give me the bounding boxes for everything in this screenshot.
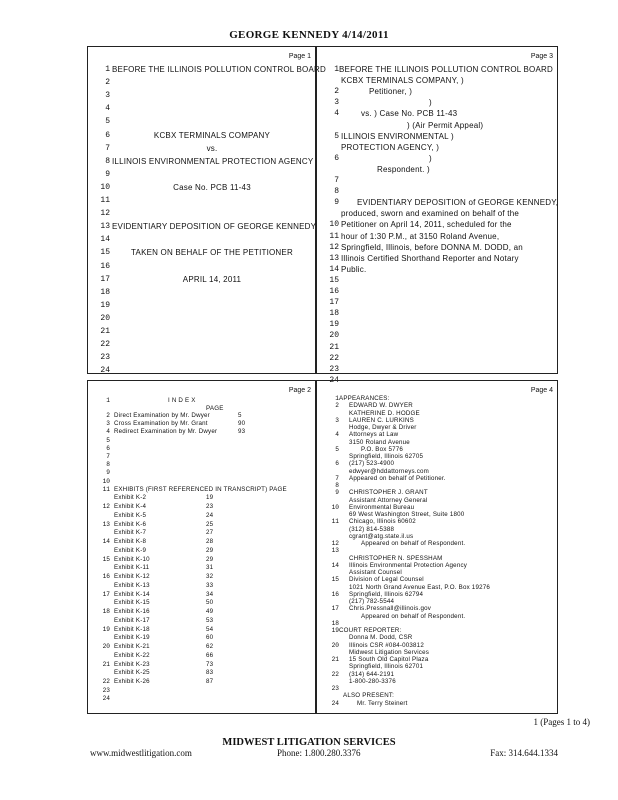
line-number: 1 bbox=[106, 397, 110, 404]
line-number: 3 bbox=[334, 98, 339, 108]
exhibit-page: 50 bbox=[206, 599, 214, 607]
transcript-line: CHRISTOPHER N. SPESSHAM bbox=[349, 554, 443, 562]
exhibits-header: EXHIBITS (FIRST REFERENCED IN TRANSCRIPT) PAGE bbox=[114, 485, 287, 493]
line-number: 22 bbox=[331, 670, 339, 678]
exhibit-entry: Exhibit K-12 bbox=[114, 573, 150, 581]
page-3-panel bbox=[316, 46, 559, 385]
page-1-label: Page 1 bbox=[288, 53, 311, 60]
transcript-line: (217) 523-4900 bbox=[349, 460, 395, 468]
line-number: 15 bbox=[331, 576, 339, 584]
examination-entry: Direct Examination by Mr. Dwyer bbox=[114, 412, 210, 419]
transcript-line: BEFORE THE ILLINOIS POLLUTION CONTROL BOARD bbox=[339, 65, 553, 74]
examination-entry: Redirect Examination by Mr. Dwyer bbox=[114, 428, 218, 436]
line-number: 5 bbox=[335, 445, 339, 453]
exhibit-entry: Exhibit K-18 bbox=[114, 625, 150, 633]
line-number: 4 bbox=[334, 109, 339, 119]
line-number: 11 bbox=[100, 196, 110, 205]
transcript-line: Environmental Bureau bbox=[349, 503, 415, 511]
exhibit-entry: Exhibit K-4 bbox=[114, 503, 147, 511]
page-2-label: Page 2 bbox=[288, 387, 311, 394]
line-number: 14 bbox=[100, 235, 110, 245]
transcript-line: produced, sworn and examined on behalf of the bbox=[341, 209, 520, 219]
transcript-line: (312) 814-5388 bbox=[349, 525, 395, 533]
transcript-line: cgrant@atg.state.il.us bbox=[349, 532, 414, 540]
transcript-line: TAKEN ON BEHALF OF THE PETITIONER bbox=[131, 248, 293, 258]
line-number: 24 bbox=[329, 375, 339, 385]
line-number: 17 bbox=[331, 605, 339, 613]
transcript-line: Springfield, Illinois, before DONNA M. DODD, an bbox=[341, 242, 523, 252]
transcript-line: 69 West Washington Street, Suite 1800 bbox=[349, 511, 465, 518]
transcript-line: vs. bbox=[206, 143, 218, 153]
line-number: 19 bbox=[100, 300, 110, 310]
transcript-line: Petitioner on April 14, 2011, scheduled for the bbox=[341, 220, 512, 230]
transcript-line: Petitioner, ) bbox=[369, 87, 413, 97]
line-number: 15 bbox=[102, 555, 110, 563]
line-number: 19 bbox=[102, 625, 110, 633]
exhibit-page: 87 bbox=[206, 678, 214, 686]
transcript-line: EVIDENTIARY DEPOSITION of GEORGE KENNEDY, bbox=[357, 198, 559, 208]
transcript-line: Springfield, Illinois 62794 bbox=[349, 590, 424, 598]
line-number: 14 bbox=[331, 561, 339, 569]
transcript-line: Attorneys at Law bbox=[349, 431, 399, 439]
exhibit-page: 23 bbox=[206, 503, 214, 511]
line-number: 17 bbox=[100, 274, 110, 284]
line-number: 12 bbox=[329, 242, 339, 252]
line-number: 22 bbox=[100, 340, 110, 350]
line-number: 22 bbox=[102, 678, 110, 686]
line-number: 21 bbox=[331, 656, 339, 663]
line-number: 23 bbox=[329, 364, 339, 374]
transcript-line: (217) 782-5544 bbox=[349, 598, 395, 605]
exhibit-entry: Exhibit K-25 bbox=[114, 669, 150, 677]
transcript-line: Case No. PCB 11-43 bbox=[173, 182, 251, 192]
page-2-panel bbox=[87, 380, 316, 714]
index-title: I N D E X bbox=[168, 397, 196, 404]
line-number: 5 bbox=[106, 436, 110, 444]
exhibit-page: 28 bbox=[206, 538, 214, 546]
exhibit-entry: Exhibit K-13 bbox=[114, 581, 150, 589]
line-number: 6 bbox=[335, 460, 339, 468]
exhibit-entry: Exhibit K-10 bbox=[114, 555, 150, 563]
page-3-label: Page 3 bbox=[530, 53, 553, 60]
line-number: 20 bbox=[100, 313, 110, 323]
transcript-line: PROTECTION AGENCY, ) bbox=[341, 142, 440, 152]
line-number: 6 bbox=[105, 130, 110, 140]
exhibit-entry: Exhibit K-15 bbox=[114, 599, 150, 607]
transcript-line: KCBX TERMINALS COMPANY, ) bbox=[341, 76, 464, 86]
examination-page: 93 bbox=[238, 428, 246, 436]
line-number: 15 bbox=[329, 275, 339, 285]
exhibit-entry: Exhibit K-8 bbox=[114, 538, 147, 546]
line-number: 2 bbox=[105, 78, 110, 88]
line-number: 24 bbox=[100, 366, 110, 376]
exhibit-page: 29 bbox=[206, 555, 214, 563]
line-number: 2 bbox=[335, 402, 339, 410]
exhibit-page: 24 bbox=[206, 511, 214, 519]
transcript-line: hour of 1:30 P.M., at 3150 Roland Avenue, bbox=[341, 231, 500, 241]
exhibit-entry: Exhibit K-23 bbox=[114, 660, 150, 668]
transcript-line: Illinois Environmental Protection Agency bbox=[349, 561, 468, 569]
line-number: 11 bbox=[329, 231, 339, 241]
exhibit-page: 54 bbox=[206, 625, 214, 633]
line-number: 10 bbox=[329, 220, 339, 230]
line-number: 20 bbox=[329, 331, 339, 341]
transcript-line: Assistant Attorney General bbox=[349, 496, 428, 504]
line-number: 16 bbox=[102, 573, 110, 581]
line-number: 6 bbox=[334, 153, 339, 163]
line-number: 16 bbox=[331, 590, 339, 598]
line-number: 3 bbox=[105, 91, 110, 101]
exhibit-entry: Exhibit K-7 bbox=[114, 529, 147, 537]
exhibit-entry: Exhibit K-5 bbox=[114, 511, 147, 519]
line-number: 2 bbox=[106, 412, 110, 419]
line-number: 9 bbox=[105, 169, 110, 179]
line-number: 23 bbox=[331, 685, 339, 692]
line-number: 18 bbox=[329, 309, 339, 319]
page-1-panel bbox=[87, 46, 326, 376]
line-number: 6 bbox=[106, 444, 110, 452]
exhibit-page: 62 bbox=[206, 643, 214, 651]
line-number: 2 bbox=[334, 87, 339, 97]
page-4-label: Page 4 bbox=[530, 387, 553, 394]
transcript-line: 1021 North Grand Avenue East, P.O. Box 19276 bbox=[349, 583, 491, 591]
fax-number: Fax: 314.644.1334 bbox=[490, 748, 558, 758]
transcript-line: EDWARD W. DWYER bbox=[349, 402, 413, 410]
line-number: 21 bbox=[329, 342, 339, 352]
line-number: 9 bbox=[334, 198, 339, 208]
transcript-line: APRIL 14, 2011 bbox=[182, 274, 242, 284]
line-number: 21 bbox=[100, 327, 110, 336]
line-number: 11 bbox=[102, 485, 110, 493]
line-number: 10 bbox=[102, 477, 110, 485]
line-number: 5 bbox=[334, 131, 339, 141]
exhibit-entry: Exhibit K-6 bbox=[114, 520, 147, 528]
exhibit-entry: Exhibit K-17 bbox=[114, 616, 150, 624]
document-header: GEORGE KENNEDY 4/14/2011 bbox=[229, 29, 389, 41]
line-number: 9 bbox=[106, 469, 110, 477]
line-number: 4 bbox=[106, 428, 110, 436]
line-number: 14 bbox=[102, 538, 110, 546]
line-number: 13 bbox=[100, 222, 110, 232]
exhibit-page: 32 bbox=[206, 573, 214, 581]
transcript-line: ILLINOIS ENVIRONMENTAL PROTECTION AGENCY bbox=[112, 156, 314, 166]
company-name: MIDWEST LITIGATION SERVICES bbox=[222, 737, 396, 748]
exhibit-page: 31 bbox=[206, 564, 214, 572]
transcript-line: APPEARANCES: bbox=[339, 395, 390, 402]
transcript-line: Hodge, Dwyer & Driver bbox=[349, 424, 417, 431]
transcript-line: Springfield, Illinois 62705 bbox=[349, 453, 424, 460]
exhibit-entry: Exhibit K-26 bbox=[114, 678, 150, 686]
line-number: 10 bbox=[331, 503, 339, 511]
line-number: 16 bbox=[329, 287, 339, 296]
page-4-panel bbox=[316, 380, 558, 714]
line-number: 4 bbox=[105, 104, 110, 114]
transcript-line: P.O. Box 5776 bbox=[361, 445, 404, 453]
line-number: 20 bbox=[331, 641, 339, 649]
line-number: 8 bbox=[106, 461, 110, 469]
line-number: 9 bbox=[335, 489, 339, 497]
line-number: 14 bbox=[329, 264, 339, 274]
transcript-line: Donna M. Dodd, CSR bbox=[349, 634, 413, 642]
line-number: 17 bbox=[102, 590, 110, 598]
line-number: 23 bbox=[100, 353, 110, 363]
exhibit-page: 33 bbox=[206, 581, 214, 589]
exhibit-page: 19 bbox=[206, 494, 214, 502]
transcript-line: 1-800-280-3376 bbox=[349, 677, 396, 685]
transcript-line: Division of Legal Counsel bbox=[349, 576, 424, 584]
transcript-line: BEFORE THE ILLINOIS POLLUTION CONTROL BOARD bbox=[112, 65, 326, 74]
transcript-line: ) bbox=[429, 98, 432, 108]
transcript-line: Appeared on behalf of Respondent. bbox=[361, 612, 466, 620]
line-number: 8 bbox=[335, 482, 339, 489]
line-number: 18 bbox=[331, 619, 339, 627]
transcript-line: Assistant Counsel bbox=[349, 569, 402, 576]
line-number: 8 bbox=[334, 187, 339, 197]
transcript-line: 3150 Roland Avenue bbox=[349, 438, 410, 446]
website-link[interactable]: www.midwestlitigation.com bbox=[90, 748, 192, 758]
line-number: 4 bbox=[335, 431, 339, 439]
exhibit-page: 27 bbox=[206, 529, 214, 537]
line-number: 22 bbox=[329, 353, 339, 363]
exhibit-entry: Exhibit K-2 bbox=[114, 494, 147, 502]
exhibit-page: 83 bbox=[206, 669, 214, 677]
exhibit-page: 34 bbox=[206, 590, 214, 598]
line-number: 24 bbox=[102, 695, 110, 702]
transcript-line: Appeared on behalf of Respondent. bbox=[361, 540, 466, 547]
exhibit-entry: Exhibit K-16 bbox=[114, 608, 150, 616]
exhibit-entry: Exhibit K-19 bbox=[114, 634, 150, 642]
line-number: 18 bbox=[102, 608, 110, 616]
line-number: 23 bbox=[102, 686, 110, 694]
transcript-line: Public. bbox=[341, 264, 367, 274]
line-number: 19 bbox=[329, 320, 339, 330]
transcript-line: 15 South Old Capitol Plaza bbox=[349, 656, 429, 663]
transcript-line: Chicago, Illinois 60602 bbox=[349, 518, 416, 526]
transcript-line: CHRISTOPHER J. GRANT bbox=[349, 489, 428, 497]
line-number: 1 bbox=[335, 395, 339, 402]
transcript-line: Appeared on behalf of Petitioner. bbox=[349, 474, 446, 482]
transcript-line: LAUREN C. LURKINS bbox=[349, 416, 414, 424]
transcript-line: (314) 644-2191 bbox=[349, 670, 395, 678]
exhibit-entry: Exhibit K-22 bbox=[114, 651, 150, 659]
exhibit-page: 29 bbox=[206, 546, 214, 554]
line-number: 12 bbox=[331, 540, 339, 547]
transcript-line: Mr. Terry Steinert bbox=[357, 699, 408, 707]
index-page-column-header: PAGE bbox=[206, 405, 224, 412]
line-number: 3 bbox=[106, 420, 110, 428]
transcript-line: Illinois Certified Shorthand Reporter and Notary bbox=[341, 253, 519, 263]
line-number: 13 bbox=[331, 547, 339, 555]
line-number: 10 bbox=[100, 182, 110, 192]
line-number: 11 bbox=[331, 518, 339, 526]
line-number: 12 bbox=[102, 503, 110, 511]
transcript-line: Illinois CSR #084-003812 bbox=[349, 641, 424, 649]
transcript-line: edwyer@hddattorneys.com bbox=[349, 467, 430, 475]
transcript-line: COURT REPORTER: bbox=[339, 627, 402, 634]
line-number: 1 bbox=[334, 65, 339, 74]
exhibit-entry: Exhibit K-14 bbox=[114, 590, 150, 598]
line-number: 13 bbox=[329, 253, 339, 263]
exhibit-page: 53 bbox=[206, 616, 214, 624]
exhibit-entry: Exhibit K-21 bbox=[114, 643, 150, 651]
exhibit-page: 25 bbox=[206, 520, 214, 528]
line-number: 8 bbox=[105, 156, 110, 166]
transcript-line: Respondent. ) bbox=[377, 164, 430, 174]
transcript-line: KCBX TERMINALS COMPANY bbox=[153, 130, 271, 140]
line-number: 20 bbox=[102, 643, 110, 651]
transcript-line: Chris.Pressnall@illinois.gov bbox=[349, 605, 432, 613]
exhibit-entry: Exhibit K-11 bbox=[114, 564, 150, 572]
line-number: 18 bbox=[100, 287, 110, 297]
exhibit-page: 66 bbox=[206, 651, 214, 659]
line-number: 24 bbox=[331, 699, 339, 707]
examination-page: 90 bbox=[238, 420, 246, 428]
exhibit-page: 49 bbox=[206, 608, 214, 616]
transcript-line: ) bbox=[429, 153, 432, 163]
phone-number: Phone: 1.800.280.3376 bbox=[277, 748, 361, 758]
transcript-line: Midwest Litigation Services bbox=[349, 648, 430, 656]
examination-page: 5 bbox=[238, 412, 242, 419]
line-number: 5 bbox=[105, 117, 110, 127]
line-number: 21 bbox=[102, 660, 110, 668]
exhibit-entry: Exhibit K-9 bbox=[114, 546, 147, 554]
transcript-line: ) (Air Permit Appeal) bbox=[407, 120, 484, 130]
exhibit-page: 73 bbox=[206, 660, 214, 668]
examination-entry: Cross Examination by Mr. Grant bbox=[114, 420, 208, 428]
transcript-line: Springfield, Illinois 62701 bbox=[349, 663, 424, 671]
transcript-line: vs. ) Case No. PCB 11-43 bbox=[361, 109, 458, 119]
line-number: 1 bbox=[105, 65, 110, 74]
transcript-line: KATHERINE D. HODGE bbox=[349, 409, 420, 417]
line-number: 7 bbox=[105, 143, 110, 153]
transcript-line: ILLINOIS ENVIRONMENTAL ) bbox=[341, 131, 454, 141]
line-number: 3 bbox=[335, 416, 339, 424]
line-number: 19 bbox=[331, 627, 339, 634]
exhibit-page: 60 bbox=[206, 634, 214, 642]
line-number: 17 bbox=[329, 298, 339, 308]
line-number: 16 bbox=[100, 261, 110, 271]
line-number: 15 bbox=[100, 248, 110, 258]
transcript-line: ALSO PRESENT: bbox=[343, 692, 395, 700]
line-number: 7 bbox=[334, 176, 339, 185]
line-number: 12 bbox=[100, 209, 110, 219]
line-number: 7 bbox=[106, 453, 110, 460]
line-number: 7 bbox=[335, 474, 339, 482]
transcript-line: EVIDENTIARY DEPOSITION OF GEORGE KENNEDY bbox=[112, 222, 317, 232]
line-number: 13 bbox=[102, 520, 110, 528]
page-range: 1 (Pages 1 to 4) bbox=[533, 717, 590, 727]
